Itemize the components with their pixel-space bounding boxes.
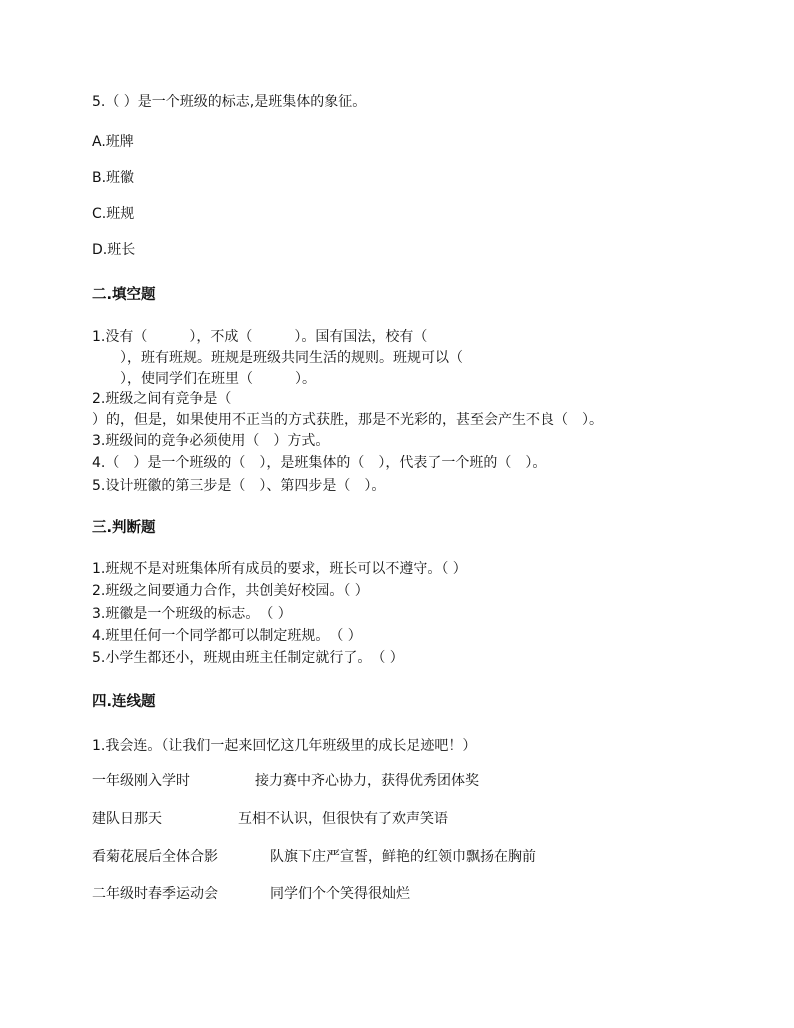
fill-line-7: 4.（ ）是一个班级的（ ），是班集体的（ ），代表了一个班的（ ）。	[92, 455, 547, 471]
judge-line-3: 3.班徽是一个班级的标志。 （ ）	[92, 606, 292, 622]
question-5-stem: 5.（ ）是一个班级的标志,是班集体的象征。	[92, 94, 367, 110]
match-left-1: 一年级刚入学时	[92, 773, 190, 789]
option-b: B.班徽	[92, 170, 135, 186]
fill-line-1: 1.没有（ ），不成（ ）。国有国法，校有（	[92, 329, 428, 345]
fill-line-2: ），班有班规。班规是班级共同生活的规则。班规可以（	[92, 350, 463, 366]
section-2-title: 二.填空题	[92, 287, 156, 303]
fill-line-3: ），使同学们在班里（ ）。	[92, 371, 316, 387]
match-right-3: 队旗下庄严宣誓，鲜艳的红领巾飘扬在胸前	[270, 849, 536, 865]
judge-line-2: 2.班级之间要通力合作，共创美好校园。（ ）	[92, 583, 369, 599]
match-left-4: 二年级时春季运动会	[92, 886, 218, 902]
match-question: 1.我会连。（让我们一起来回忆这几年班级里的成长足迹吧！）	[92, 738, 477, 754]
fill-line-4: 2.班级之间有竞争是（	[92, 391, 232, 407]
judge-line-5: 5.小学生都还小，班规由班主任制定就行了。 （ ）	[92, 650, 404, 666]
option-c: C.班规	[92, 206, 135, 222]
match-right-2: 互相不认识，但很快有了欢声笑语	[238, 811, 448, 827]
judge-line-4: 4.班里任何一个同学都可以制定班规。 （ ）	[92, 628, 362, 644]
fill-line-5: ）的，但是，如果使用不正当的方式获胜，那是不光彩的，甚至会产生不良（ ）。	[92, 412, 603, 428]
match-right-4: 同学们个个笑得很灿烂	[270, 886, 410, 902]
judge-line-1: 1.班规不是对班集体所有成员的要求，班长可以不遵守。（ ）	[92, 561, 467, 577]
section-3-title: 三.判断题	[92, 520, 156, 536]
match-left-2: 建队日那天	[92, 811, 162, 827]
fill-line-6: 3.班级间的竞争必须使用（ ）方式。	[92, 433, 330, 449]
match-left-3: 看菊花展后全体合影	[92, 849, 218, 865]
option-d: D.班长	[92, 242, 136, 258]
option-a: A.班牌	[92, 134, 134, 150]
section-4-title: 四.连线题	[92, 694, 156, 710]
match-right-1: 接力赛中齐心协力，获得优秀团体奖	[255, 773, 479, 789]
fill-line-8: 5.设计班徽的第三步是（ ）、第四步是（ ）。	[92, 478, 386, 494]
